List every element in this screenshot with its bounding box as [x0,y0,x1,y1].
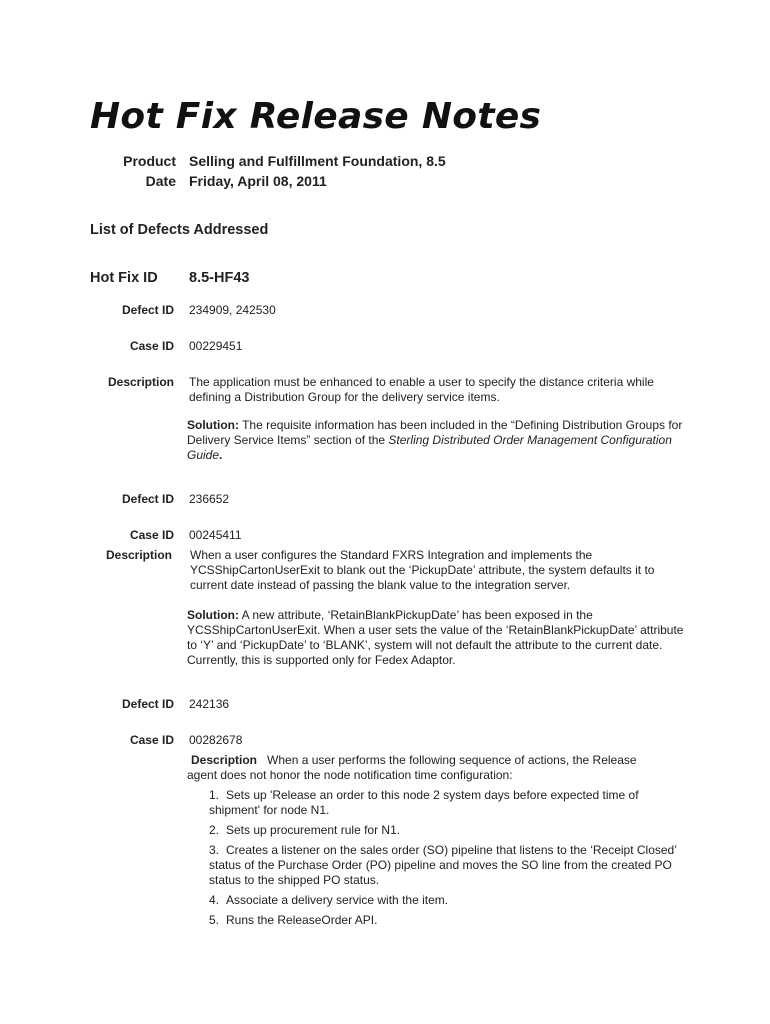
solution-text [187,418,687,463]
case-id-value: 00282678 [189,733,243,747]
list-item [209,823,679,838]
step-text: Runs the ReleaseOrder API. [226,913,378,927]
hotfix-id-value: 8.5-HF43 [189,270,250,286]
list-item [209,913,679,928]
list-item [209,893,679,908]
case-id-label: Case ID [129,733,174,747]
guide-title: Sterling Distributed Order Management Configuration Guide [187,433,672,462]
solution-body: A new attribute, ‘RetainBlankPickupDate’ has been exposed in the YCSShipCartonUserExit. When a user sets the value of the ‘RetainBlankPickupDate’ attribute to ‘Y’ and ‘PickupDate’ to ‘BLANK’, system will not default the attribute to the current date. Currently, this is supported only for Fedex Adaptor. [187,608,684,667]
step-number: 4. [209,893,220,907]
description-text: When a user configures the Standard FXRS Integration and implements the YCSShipCartonUserExit to blank out the ‘PickupDate’ attribute, the system defaults it to current date instead of passing the blank value to the integration server. [190,548,655,592]
defect-id-label: Defect ID [121,697,174,711]
case-id-value: 00245411 [189,528,242,542]
defect-id-label: Defect ID [121,492,174,506]
solution-body: The requisite information has been included in the “Defining Distribution Groups for Delivery Service Items” section of the [187,418,683,447]
description-label: Description [105,548,172,562]
case-id-value: 00229451 [189,339,243,353]
date-value: Friday, April 08, 2011 [189,173,327,189]
step-text: Associate a delivery service with the item. [226,893,449,907]
solution-label: Solution: [187,608,239,622]
case-id-label: Case ID [129,339,174,353]
solution-text [187,608,687,668]
description-label: Description [191,753,258,767]
solution-end: . [219,448,223,462]
step-number: 3. [209,843,220,857]
description-text: The application must be enhanced to enable a user to specify the distance criteria while defining a Distribution Group for the delivery service items. [189,375,654,404]
page-title: Hot Fix Release Notes [90,96,542,137]
step-text: Creates a listener on the sales order (SO) pipeline that listens to the ‘Receipt Closed’ status of the Purchase Order (PO) pipeline and moves the SO line from the created PO status to the shipped PO status. [209,843,677,887]
step-text: Sets up procurement rule for N1. [226,823,401,837]
step-number: 5. [209,913,220,927]
step-text: Sets up 'Release an order to this node 2 system days before expected time of shipment' for node N1. [209,788,639,817]
defect-id-value: 234909, 242530 [189,303,276,317]
case-id-label: Case ID [129,528,174,542]
step-number: 2. [209,823,220,837]
hotfix-id-label: Hot Fix ID [90,270,158,286]
list-item [209,788,679,818]
step-number: 1. [209,788,220,802]
product-label: Product [123,153,176,169]
product-value: Selling and Fulfillment Foundation, 8.5 [189,153,446,169]
list-item [209,843,679,888]
description-block [187,753,667,783]
defect-id-value: 242136 [189,697,230,711]
defect-id-value: 236652 [189,492,230,506]
defects-list-heading: List of Defects Addressed [90,222,269,238]
description-text: When a user performs the following sequence of actions, the Release agent does not honor the node notification time configuration: [187,753,637,782]
defect-id-label: Defect ID [121,303,174,317]
solution-label: Solution: [187,418,239,432]
date-label: Date [145,173,176,189]
description-label: Description [107,375,174,389]
